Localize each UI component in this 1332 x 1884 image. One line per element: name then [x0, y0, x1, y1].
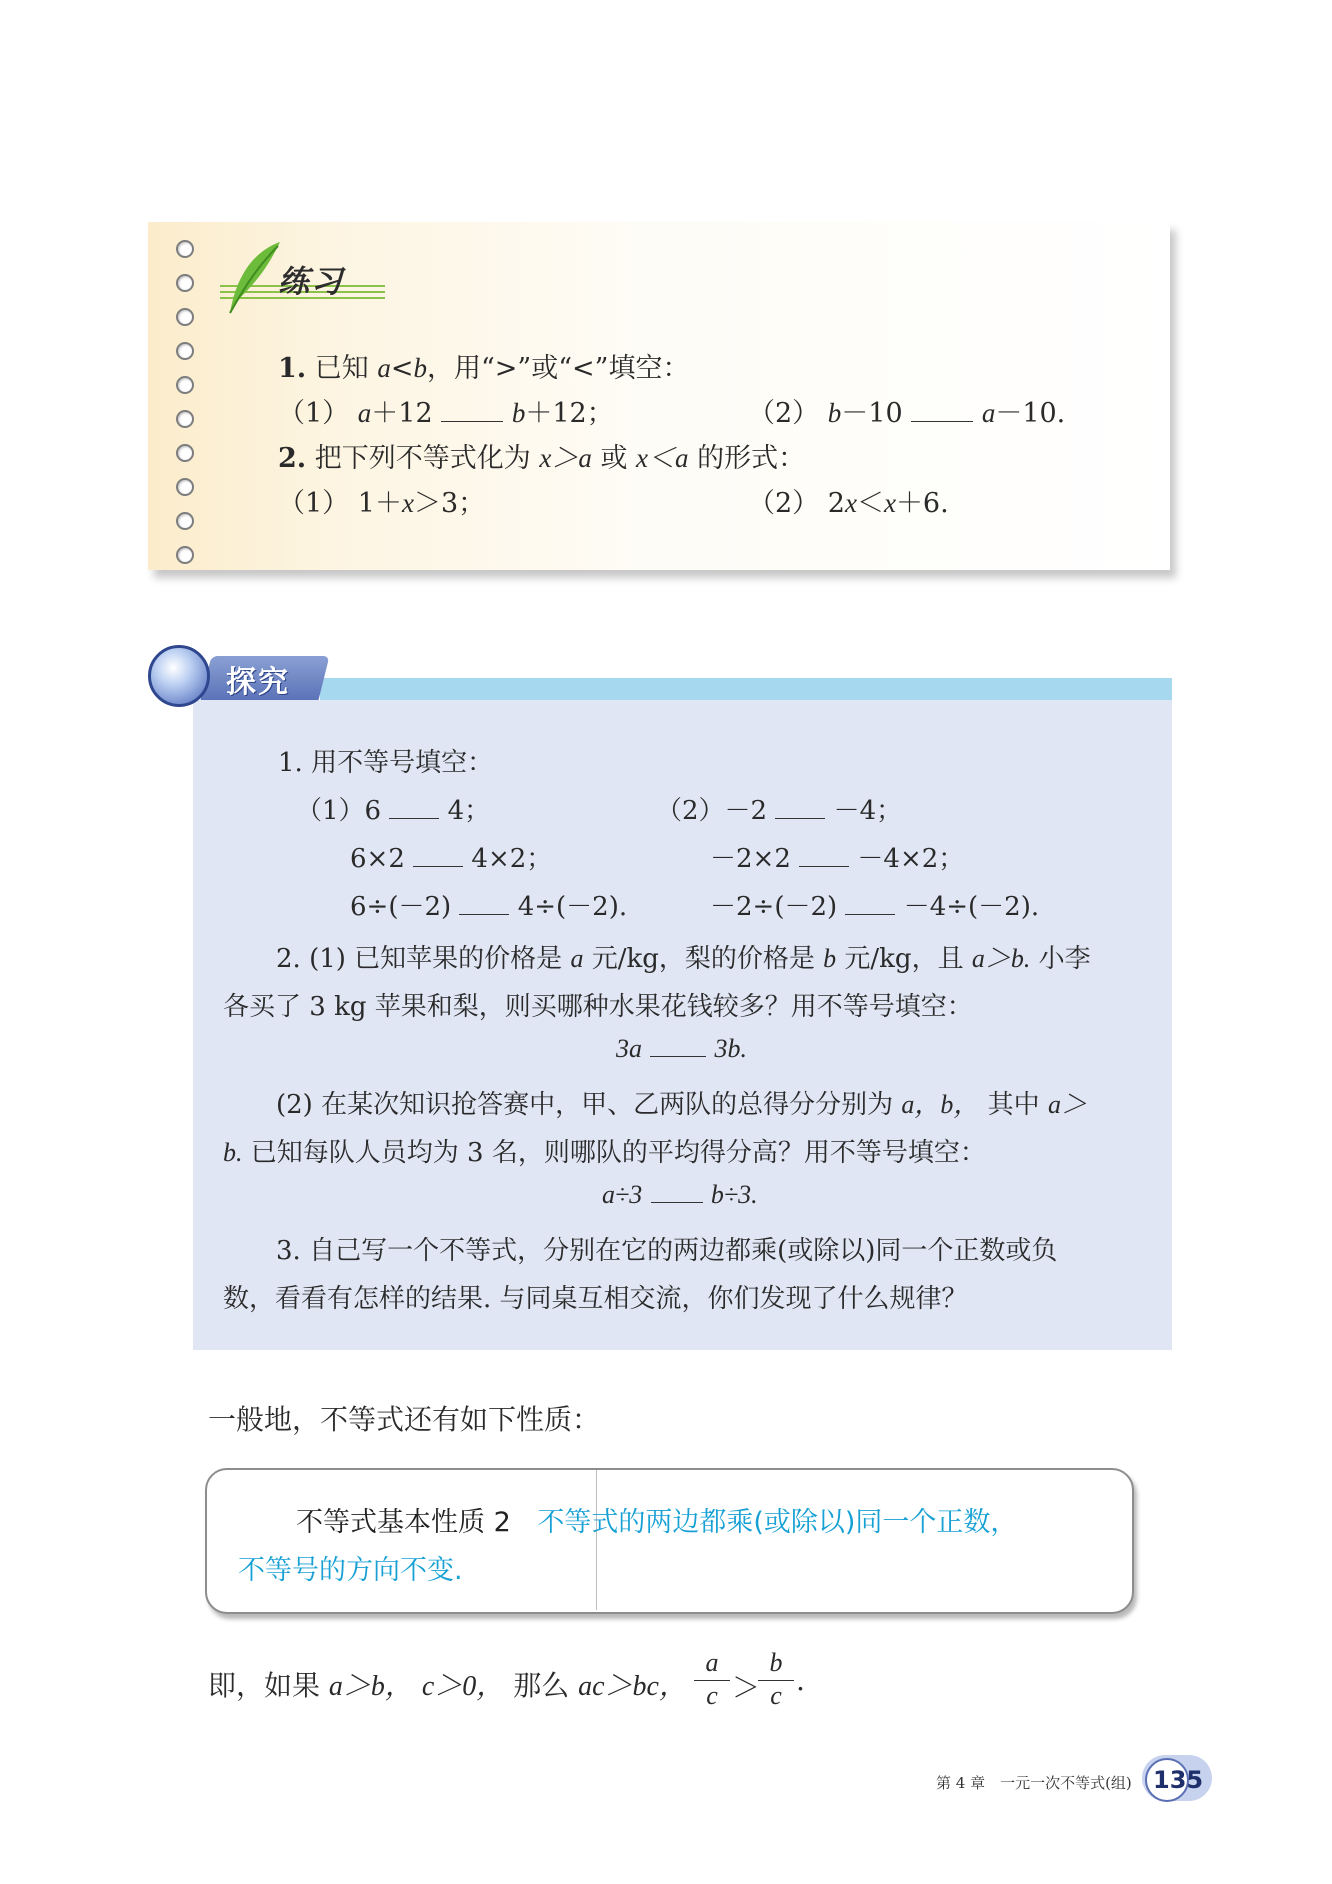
answer-blank[interactable]	[845, 914, 895, 915]
expr: －2×2	[710, 844, 791, 874]
condition: a＞	[1047, 1090, 1087, 1119]
var-b: b	[823, 944, 837, 973]
expr: 4÷(－2).	[517, 892, 628, 922]
expr: ＋12	[371, 398, 433, 429]
condition: a＞b.	[971, 944, 1031, 973]
less-than: <	[390, 353, 414, 384]
explore-header-strip	[320, 678, 1172, 700]
explore-row-3-left	[350, 886, 627, 923]
answer-blank[interactable]	[775, 818, 825, 819]
explore-expr-1	[616, 1034, 747, 1064]
answer-blank[interactable]	[911, 421, 973, 422]
form-2: x＜a	[636, 443, 689, 473]
practice-q1-part2	[748, 391, 1065, 430]
property-box	[205, 1468, 1134, 1614]
expr: －4÷(－2).	[903, 892, 1040, 922]
condition: a＞b，	[328, 1671, 413, 1702]
explore-row-1-left	[296, 790, 490, 827]
binder-ring	[176, 444, 194, 462]
explore-row-1-right	[656, 790, 902, 827]
part-label: （1）	[278, 398, 350, 429]
text: 即，如果	[208, 1669, 321, 1702]
question-number: 2.	[278, 443, 307, 474]
expr: 2	[827, 488, 845, 519]
var-b: b	[511, 398, 526, 428]
explore-item-2-2-line2	[223, 1132, 986, 1169]
binder-ring	[176, 478, 194, 496]
question-text-end: ，用“>”或“<”填空：	[427, 353, 690, 384]
var-a: a	[377, 353, 391, 383]
explore-item-2-2	[276, 1084, 1087, 1121]
question-text-end: 的形式：	[697, 443, 806, 474]
intro-text: 一般地，不等式还有如下性质：	[208, 1403, 601, 1436]
expr: 1＋	[357, 488, 402, 519]
greater-than: ＞	[732, 1671, 761, 1704]
expr: a÷3	[602, 1180, 643, 1209]
var-a: a	[570, 944, 584, 973]
fraction-b-over-c	[758, 1648, 794, 1711]
practice-question-1	[278, 346, 689, 385]
binder-ring	[176, 546, 194, 564]
magnifier-icon	[148, 645, 210, 707]
question-text: 已知	[314, 353, 369, 384]
var-a: a	[981, 398, 996, 428]
period: .	[796, 1664, 805, 1697]
property-name: 不等式基本性质 2	[296, 1507, 511, 1538]
expr: （1）6	[296, 796, 382, 826]
expr: －2÷(－2)	[710, 892, 838, 922]
denominator: c	[770, 1681, 782, 1710]
answer-blank[interactable]	[651, 1202, 703, 1203]
practice-question-2	[278, 436, 805, 475]
explore-item-3-line2: 数，看看有怎样的结果. 与同桌互相交流，你们发现了什么规律？	[223, 1284, 968, 1314]
var-x: x	[844, 488, 857, 518]
answer-blank[interactable]	[799, 866, 849, 867]
expr: ＋6.	[895, 488, 949, 519]
var-b: b	[413, 353, 427, 383]
explore-row-3-right	[710, 886, 1039, 923]
var-x: x	[401, 488, 414, 518]
practice-title: 练习	[278, 264, 344, 300]
binder-ring	[176, 342, 194, 360]
expr: b÷3.	[710, 1180, 758, 1209]
explore-title: 探究	[226, 665, 290, 700]
expr: 4；	[447, 796, 491, 826]
property-statement: 不等式的两边都乘(或除以)同一个正数，	[537, 1507, 1018, 1538]
expr: －4；	[833, 796, 903, 826]
binder-ring	[176, 240, 194, 258]
expr: （2）－2	[656, 796, 768, 826]
binder-ring	[176, 376, 194, 394]
text: 小李	[1038, 944, 1091, 974]
expr: 3b.	[714, 1034, 748, 1063]
answer-blank[interactable]	[459, 914, 509, 915]
part-label: （2）	[748, 398, 820, 429]
property-line-2: 不等号的方向不变.	[238, 1555, 463, 1586]
expr: －10	[841, 398, 903, 429]
property-line-1	[296, 1500, 1017, 1539]
practice-q2-part1	[278, 481, 485, 520]
binder-ring	[176, 410, 194, 428]
denominator: c	[706, 1681, 718, 1710]
numerator: a	[705, 1648, 719, 1677]
conclusion-text	[208, 1664, 687, 1704]
answer-blank[interactable]	[650, 1056, 706, 1057]
text: 元/kg，梨的价格是	[591, 944, 815, 974]
text: 其中	[987, 1090, 1040, 1120]
vars: a，b，	[901, 1090, 980, 1119]
explore-item-3-line1: 3. 自己写一个不等式，分别在它的两边都乘(或除以)同一个正数或负	[276, 1236, 1058, 1266]
question-number: 1.	[278, 353, 307, 384]
explore-item-2-1	[276, 938, 1091, 975]
var-x: x	[883, 488, 896, 518]
or-text: 或	[600, 443, 628, 474]
var-b: b.	[223, 1138, 243, 1167]
answer-blank[interactable]	[441, 421, 503, 422]
expr: ＜	[856, 488, 884, 519]
footer-chapter: 第 4 章 一元一次不等式(组)	[936, 1774, 1132, 1792]
expr: ＞3；	[413, 488, 486, 519]
numerator: b	[769, 1648, 783, 1677]
text: (2) 在某次知识抢答赛中，甲、乙两队的总得分分别为	[276, 1090, 894, 1120]
fraction-a-over-c	[694, 1648, 730, 1711]
expr: －10.	[995, 398, 1066, 429]
explore-item-2-1-line2: 各买了 3 kg 苹果和梨，则买哪种水果花钱较多？用不等号填空：	[223, 992, 973, 1022]
explore-row-2-left	[350, 838, 552, 875]
expr: ＋12；	[525, 398, 614, 429]
result: ac＞bc，	[578, 1671, 687, 1702]
expr: 6×2	[350, 844, 405, 874]
var-a: a	[357, 398, 372, 428]
question-text: 把下列不等式化为	[314, 443, 531, 474]
explore-expr-2	[602, 1180, 758, 1210]
explore-row-2-right	[710, 838, 964, 875]
expr: 4×2；	[471, 844, 553, 874]
binder-ring	[176, 274, 194, 292]
part-label: （1）	[278, 488, 350, 519]
text: 那么	[513, 1669, 570, 1702]
practice-q1-part1	[278, 391, 614, 430]
text: 2. (1) 已知苹果的价格是	[276, 944, 563, 974]
binder-ring	[176, 308, 194, 326]
form-1: x＞a	[539, 443, 592, 473]
page-number: 135	[1153, 1766, 1204, 1794]
practice-q2-part2	[748, 481, 949, 520]
expr: －4×2；	[857, 844, 965, 874]
part-label: （2）	[748, 488, 820, 519]
property-divider	[596, 1470, 597, 1610]
explore-item-1: 1. 用不等号填空：	[278, 748, 494, 778]
condition: c＞0，	[421, 1671, 505, 1702]
expr: 3a	[616, 1034, 642, 1063]
text: 已知每队人员均为 3 名，则哪队的平均得分高？用不等号填空：	[250, 1138, 986, 1168]
expr: 6÷(－2)	[350, 892, 452, 922]
binder-ring	[176, 512, 194, 530]
text: 元/kg，且	[844, 944, 964, 974]
var-b: b	[827, 398, 842, 428]
answer-blank[interactable]	[389, 818, 439, 819]
answer-blank[interactable]	[413, 866, 463, 867]
